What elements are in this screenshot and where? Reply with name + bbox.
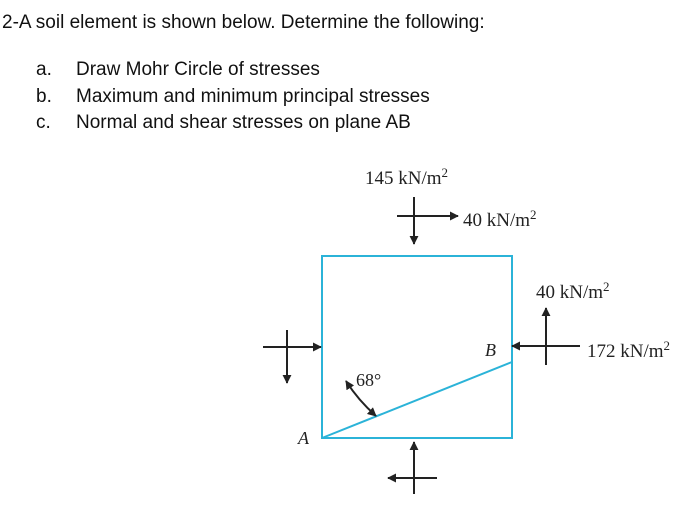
- normal-stress-horizontal-label: 172 $kN/m^2$: [587, 338, 671, 362]
- point-a-label: A: [298, 428, 309, 448]
- part-marker: a.: [36, 59, 52, 80]
- shear-stress-side-label: 40 $kN/m^2$: [536, 279, 610, 303]
- part-marker: c.: [36, 112, 51, 133]
- part-marker: b.: [36, 85, 52, 107]
- part-text: Normal and shear stresses on plane AB: [76, 112, 411, 133]
- soil-element-square: [322, 256, 512, 438]
- part-text: Draw Mohr Circle of stresses: [76, 59, 320, 80]
- shear-stress-top-label: 40 $kN/m^2$: [463, 207, 537, 231]
- normal-stress-vertical-label: 145 $kN/m^2$: [365, 165, 449, 189]
- question-text: 2-A soil element is shown below. Determine the following:: [2, 12, 485, 33]
- part-text: Maximum and minimum principal stresses: [76, 85, 430, 107]
- plane-ab-line: [322, 362, 512, 438]
- angle-label: 68°: [356, 370, 382, 390]
- point-b-label: B: [485, 340, 496, 360]
